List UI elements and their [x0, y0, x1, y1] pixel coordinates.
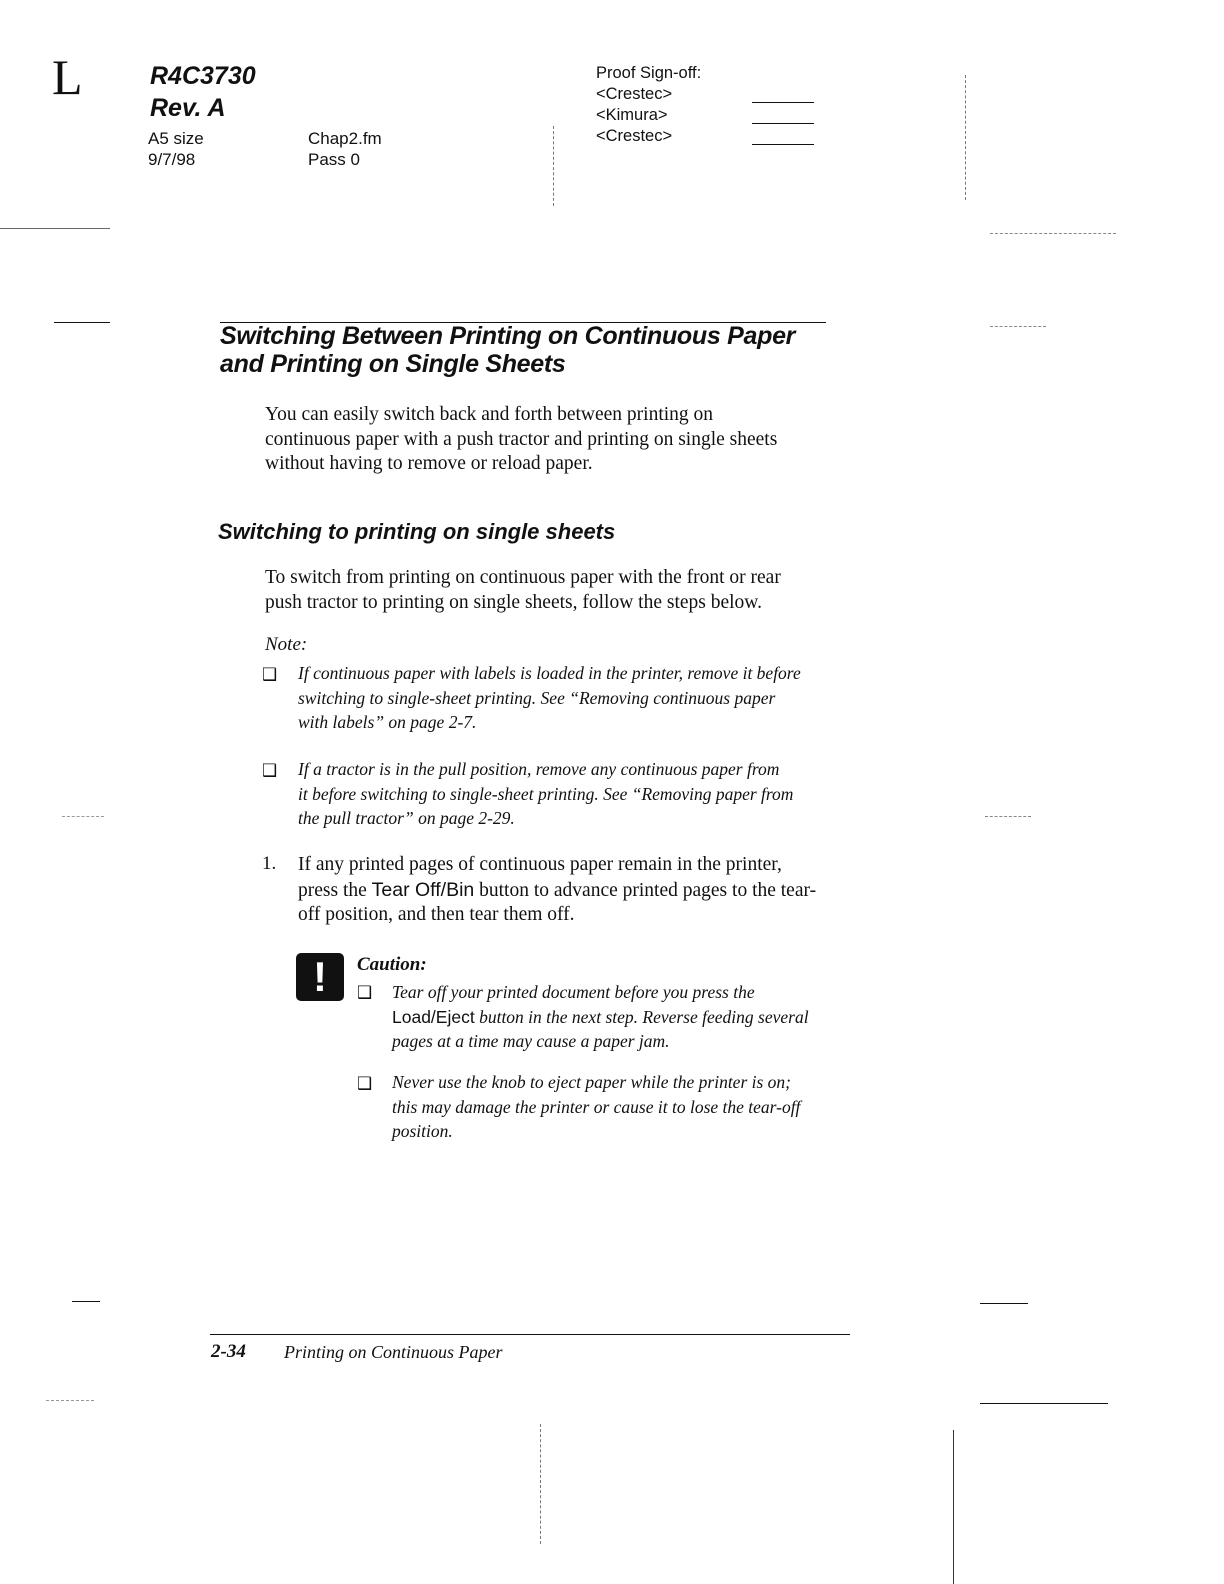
- crop-mark-right-4: [980, 1303, 1028, 1304]
- step-number: 1.: [262, 853, 277, 874]
- crop-mark-center-bottom: [540, 1424, 541, 1544]
- caution-item-2: [392, 1070, 862, 1144]
- crop-mark-right-2: [990, 326, 1046, 327]
- section-intro: [265, 403, 865, 477]
- note-title: Note:: [265, 634, 308, 655]
- step-1-line-1: If any printed pages of continuous paper remain in the printer,: [298, 854, 782, 875]
- checkbox-bullet-icon: ❑: [357, 983, 373, 1003]
- note-item-1: [298, 661, 858, 735]
- size-date: [148, 128, 204, 170]
- caution-2-line-3: position.: [392, 1121, 453, 1141]
- section-title-line-1: Switching Between Printing on Continuous Paper: [220, 322, 796, 350]
- signature-line-3: [752, 144, 814, 145]
- step-1-line-2: [298, 878, 863, 904]
- crop-mark-left-3: [62, 816, 104, 817]
- crop-mark-left-4: [72, 1301, 100, 1302]
- proof-title: Proof Sign-off:: [596, 64, 702, 82]
- note-item-2: [298, 757, 858, 831]
- crop-mark-left-1: [0, 228, 110, 229]
- footer-chapter-title: Printing on Continuous Paper: [284, 1342, 503, 1362]
- section-title: [220, 322, 840, 378]
- section-title-line-2: and Printing on Single Sheets: [220, 350, 566, 378]
- crop-mark-right-5: [980, 1403, 1108, 1404]
- revision: Rev. A: [150, 94, 226, 122]
- paper-size: A5 size: [148, 129, 204, 148]
- crop-mark-right-top: [965, 75, 966, 200]
- load-eject-button-name: Load/Eject: [392, 1006, 475, 1027]
- note-2-line-1: If a tractor is in the pull position, remove any continuous paper from: [298, 759, 780, 779]
- intro-line-2: continuous paper with a push tractor and printing on single sheets: [265, 428, 778, 450]
- signature-line-1: [752, 102, 814, 103]
- caution-1-line-1: Tear off your printed document before you press the: [392, 982, 755, 1002]
- file-name: Chap2.fm: [308, 129, 382, 148]
- subsection-title: Switching to printing on single sheets: [218, 519, 616, 544]
- doc-date: 9/7/98: [148, 150, 196, 169]
- crop-mark-right-3: [985, 816, 1031, 817]
- page-side-letter: L: [52, 49, 83, 105]
- caution-icon: [296, 953, 344, 1001]
- step-1-line-2-post: button to advance printed pages to the tear-: [474, 879, 817, 901]
- crop-mark-center-top: [553, 126, 554, 206]
- intro-line-1: You can easily switch back and forth between printing on: [265, 404, 714, 425]
- proof-name-3: <Crestec>: [596, 127, 673, 145]
- checkbox-bullet-icon: ❑: [262, 761, 278, 781]
- note-1-line-1: If continuous paper with labels is loaded in the printer, remove it before: [298, 663, 801, 683]
- subsection-intro: [265, 566, 865, 615]
- proof-signoff: [596, 63, 701, 147]
- signature-line-2: [752, 123, 814, 124]
- caution-item-1: [392, 980, 862, 1054]
- step-1-line-2-pre: press the: [298, 879, 372, 901]
- caution-1-line-3: pages at a time may cause a paper jam.: [392, 1031, 670, 1051]
- checkbox-bullet-icon: ❑: [262, 665, 278, 685]
- intro-line-3: without having to remove or reload paper.: [265, 453, 593, 474]
- file-pass: [308, 128, 382, 170]
- checkbox-bullet-icon: ❑: [357, 1074, 373, 1094]
- crop-mark-left-2: [54, 322, 110, 323]
- tear-off-bin-button-name: Tear Off/Bin: [371, 878, 475, 901]
- crop-mark-right-1: [990, 233, 1116, 234]
- sub-intro-line-2: push tractor to printing on single sheets, follow the steps below.: [265, 591, 762, 613]
- step-1-line-3: off position, and then tear them off.: [298, 904, 575, 925]
- note-2-line-3: the pull tractor” on page 2-29.: [298, 808, 515, 828]
- sub-intro-line-1: To switch from printing on continuous paper with the front or rear: [265, 567, 781, 588]
- crop-mark-right-bottom: [953, 1430, 954, 1584]
- model-code: [150, 60, 256, 124]
- model-number: R4C3730: [150, 62, 256, 90]
- note-2-line-2: it before switching to single-sheet printing. See “Removing paper from: [298, 783, 794, 804]
- step-1-text: [298, 853, 863, 928]
- footer-rule: [210, 1334, 850, 1335]
- caution-title: Caution:: [357, 954, 427, 975]
- note-1-line-3: with labels” on page 2-7.: [298, 712, 477, 732]
- proof-name-2: <Kimura>: [596, 106, 668, 124]
- caution-1-line-2: [392, 1005, 862, 1030]
- footer-page-number: 2-34: [211, 1341, 246, 1362]
- caution-1-line-2-post: button in the next step. Reverse feeding several: [474, 1006, 809, 1027]
- note-1-line-2: switching to single-sheet printing. See “Removing continuous paper: [298, 687, 776, 708]
- crop-mark-left-5: [46, 1400, 94, 1401]
- pass-number: Pass 0: [308, 150, 360, 169]
- proof-name-1: <Crestec>: [596, 85, 673, 103]
- exclamation-icon: !: [313, 953, 327, 1000]
- caution-2-line-1: Never use the knob to eject paper while the printer is on;: [392, 1072, 792, 1092]
- caution-2-line-2: this may damage the printer or cause it to lose the tear-off: [392, 1096, 801, 1117]
